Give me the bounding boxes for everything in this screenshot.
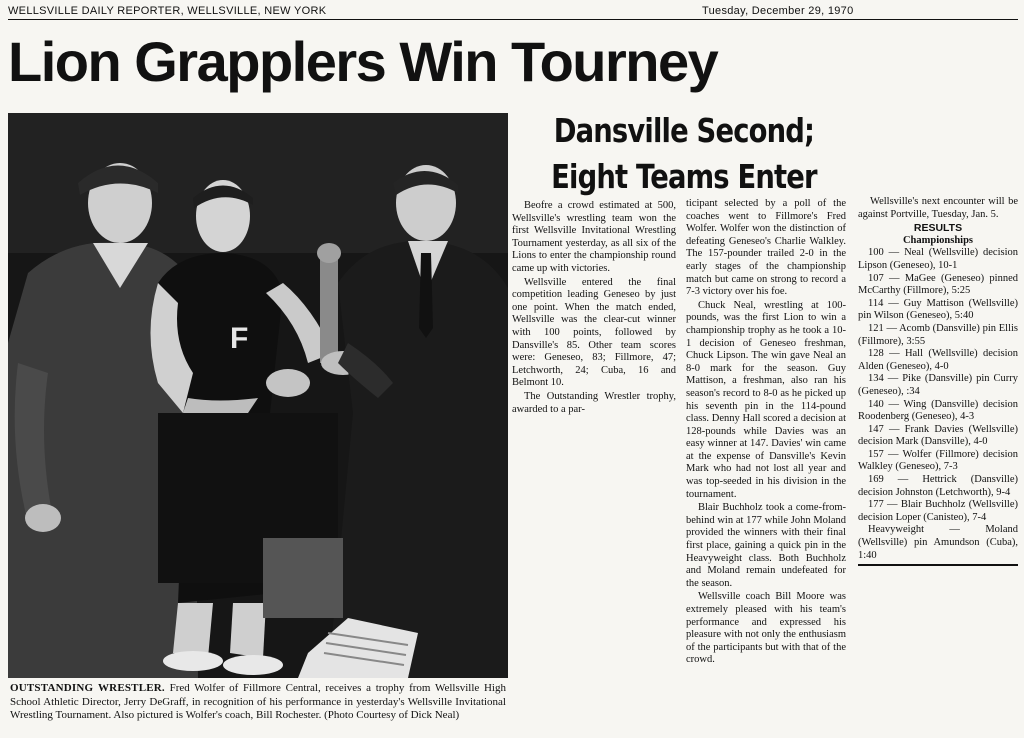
championships-heading: Championships (902, 234, 974, 246)
article-paragraph: Chuck Neal, wrestling at 100-pounds, was the first Lion to win a championship trophy as he took a 10-1 decision of Geneseo freshman, Chuck Lipson. The win gave Neal an 8-0 mark for the season. Guy Mattison, a freshman, also ran his season's record to 8-0 as he picked up his seventh pin in the 114-pound class. Denny Hall scored a decision at 128-pounds while Davies was an easy winner at 147. Davies' win came at the expense of Dansville's Kevin Mark who had not lost all year and was top-seeded in his division in the tournament. (686, 299, 846, 500)
caption-lead: OUTSTANDING WRESTLER. (10, 682, 165, 694)
result-item: Heavyweight — Moland (Wellsville) pin Amundson (Cuba), 1:40 (858, 524, 1018, 561)
result-item: 140 — Wing (Dansville) decision Roodenberg (Geneseo), 4-3 (858, 398, 1018, 423)
publication-name: WELLSVILLE DAILY REPORTER, WELLSVILLE, NEW YORK (8, 5, 327, 17)
result-item: 134 — Pike (Dansville) pin Curry (Geneseo), :34 (858, 373, 1018, 397)
subheadline (520, 108, 848, 200)
results-heading: RESULTS (913, 222, 963, 235)
subheadline-line-2: Eight Teams Enter (551, 157, 817, 196)
result-item: 121 — Acomb (Dansville) pin Ellis (Fillmore), 3:55 (858, 322, 1018, 347)
wrestler-photo (8, 113, 508, 678)
headline: Lion Grapplers Win Tourney (8, 30, 718, 93)
result-item: 114 — Guy Mattison (Wellsville) pin Wilson (Geneseo), 5:40 (858, 297, 1018, 322)
photo-caption (10, 682, 506, 723)
next-encounter-paragraph: Wellsville's next encounter will be against Portville, Tuesday, Jan. 5. (858, 196, 1018, 220)
result-item: 107 — MaGee (Geneseo) pinned McCarthy (Fillmore), 5:25 (858, 272, 1018, 297)
article-column-2 (686, 198, 846, 668)
masthead (8, 3, 1018, 20)
subheadline-line-1: Dansville Second; (553, 111, 815, 150)
article-paragraph: Beofre a crowd estimated at 500, Wellsville's wrestling team won the first Wellsville Invitational Wrestling Tournament yesterday, as all six of the Lions to enter the championship round came up with victories. (512, 200, 676, 274)
photo-illustration (8, 113, 508, 678)
result-item: 100 — Neal (Wellsville) decision Lipson (Geneseo), 10-1 (858, 247, 1018, 271)
article-column-1 (512, 200, 676, 417)
result-item: 169 — Hettrick (Dansville) decision Johnston (Letchworth), 9-4 (858, 474, 1018, 498)
caption-text: Fred Wolfer of Fillmore Central, receives a trophy from Wellsville High School Athletic Director, Jerry DeGraff, in recognition of his performance in yesterday's Wellsville Invitational Wrestling Tournament. Also pictured is Wolfer's coach, Bill Rochester. (Photo Courtesy of Dick Neal) (10, 682, 506, 721)
article-column-3 (858, 196, 1018, 566)
end-rule (858, 564, 1018, 566)
result-item: 157 — Wolfer (Fillmore) decision Walkley (Geneseo), 7-3 (858, 448, 1018, 473)
publication-date: Tuesday, December 29, 1970 (702, 5, 854, 17)
result-item: 147 — Frank Davies (Wellsville) decision Mark (Dansville), 4-0 (858, 423, 1018, 448)
article-paragraph: Wellsville entered the final competition leading Geneseo by just one point. When the match ended, Wellsville was the clear-cut winner with 100 points, followed by Dansville's 85. Other team scores were: Geneseo, 83; Fillmore, 47; Letchworth, 24; Cuba, 16 and Belmont 10. (512, 276, 676, 389)
article-paragraph: Blair Buchholz took a come-from-behind win at 177 while John Moland provided the winners with their final first place, gaining a quick pin in the Heavyweight class. Both Buchholz and Moland remain undefeated for the season. (686, 502, 846, 589)
article-paragraph: The Outstanding Wrestler trophy, awarded to a par- (512, 390, 676, 415)
result-item: 177 — Blair Buchholz (Wellsville) decision Loper (Canisteo), 7-4 (858, 499, 1018, 523)
jersey-letter: F (230, 322, 249, 355)
article-paragraph: Wellsville coach Bill Moore was extremely pleased with his team's performance and expressed his pleasure with not only the enthusiasm of the participants but with that of the crowd. (686, 591, 846, 666)
article-paragraph: ticipant selected by a poll of the coaches went to Fillmore's Fred Wolfer. Wolfer won the distinction of defeating Geneseo's Charlie Walkley. The 157-pounder trailed 2-0 in the early stages of the championship match but came on strong to record a 7-3 victory over his foe. (686, 198, 846, 298)
result-item: 128 — Hall (Wellsville) decision Alden (Geneseo), 4-0 (858, 348, 1018, 372)
